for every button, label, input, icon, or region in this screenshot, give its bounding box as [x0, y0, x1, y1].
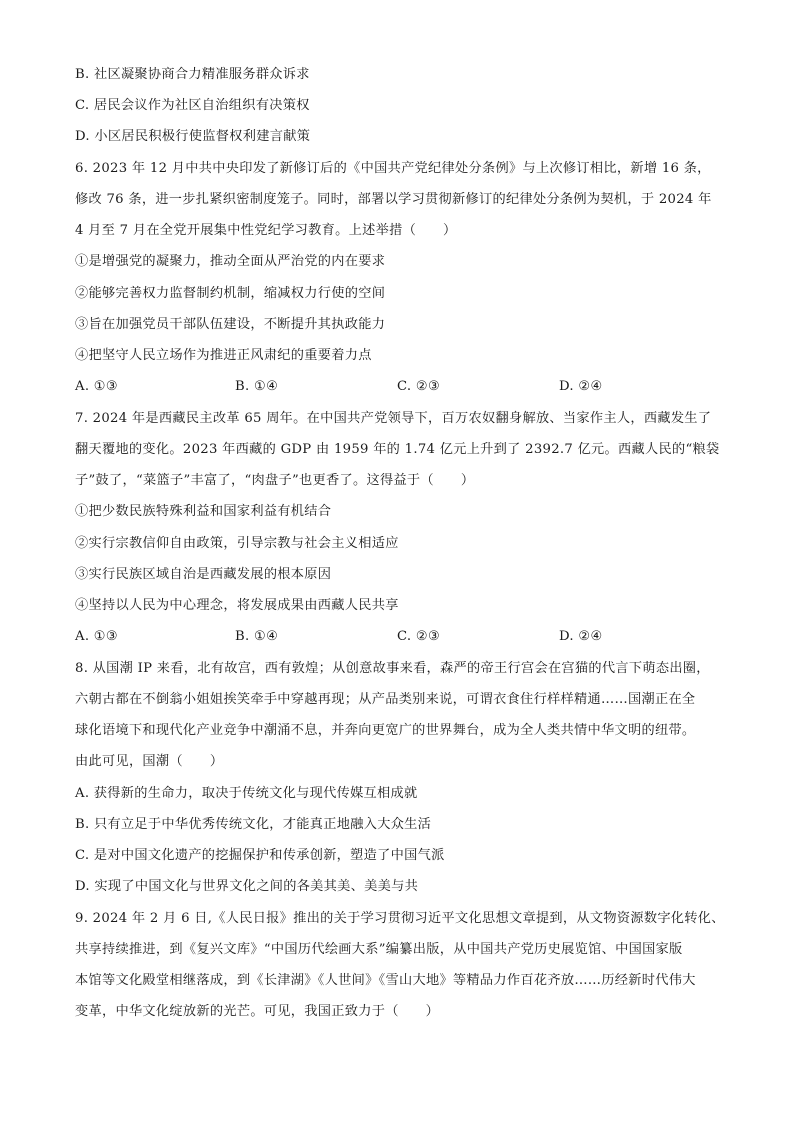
q6-stem-line-1: 6. 2023 年 12 月中共中央印发了新修订后的《中国共产党纪律处分条例》与上次修订相比，新增 16 条，: [75, 161, 711, 176]
q6-statement-4: ④把坚守人民立场作为推进正风肃纪的重要着力点: [75, 348, 372, 363]
q7-statement-1: ①把少数民族特殊利益和国家利益有机结合: [75, 504, 332, 519]
q7-stem-line-2: 翻天覆地的变化。2023 年西藏的 GDP 由 1959 年的 1.74 亿元上升到了 2392.7 亿元。西藏人民的“粮袋: [75, 442, 720, 457]
q6-choice-d: D. ②④: [559, 379, 603, 394]
q6-choice-a: A. ①③: [75, 379, 119, 394]
q9-stem-line-4: 变革，中华文化绽放新的光芒。可见，我国正致力于（ ）: [75, 1004, 440, 1019]
q7-stem-line-3: 子”鼓了，“菜篮子”丰富了，“肉盘子”也更香了。这得益于（ ）: [75, 473, 475, 488]
q9-stem-line-3: 本馆等文化殿堂相继落成，到《长津湖》《人世间》《雪山大地》等精品力作百花齐放……历经新时代伟大: [75, 973, 696, 988]
q7-statement-2: ②实行宗教信仰自由政策，引导宗教与社会主义相适应: [75, 536, 399, 551]
q7-statement-3: ③实行民族区域自治是西藏发展的根本原因: [75, 567, 332, 582]
q5-option-b: B. 社区凝聚协商合力精准服务群众诉求: [75, 67, 310, 82]
q6-stem-line-3: 4 月至 7 月在全党开展集中性党纪学习教育。上述举措（ ）: [75, 223, 457, 238]
q6-statement-3: ③旨在加强党员干部队伍建设，不断提升其执政能力: [75, 317, 386, 332]
q7-statement-4: ④坚持以人民为中心理念，将发展成果由西藏人民共享: [75, 598, 399, 613]
q6-statement-1: ①是增强党的凝聚力，推动全面从严治党的内在要求: [75, 254, 386, 269]
q6-stem-line-2: 修改 76 条，进一步扎紧织密制度笼子。同时，部署以学习贯彻新修订的纪律处分条例为契机，于 2024 年: [75, 192, 712, 207]
q8-stem-line-4: 由此可见，国潮（ ）: [75, 754, 224, 769]
q6-choices-row: [75, 377, 725, 397]
q5-option-c: C. 居民会议作为社区自治组织有决策权: [75, 98, 310, 113]
q7-choice-d: D. ②④: [559, 629, 603, 644]
q8-stem-line-3: 球化语境下和现代化产业竞争中潮涌不息，并奔向更宽广的世界舞台，成为全人类共情中华文明的纽带。: [75, 723, 696, 738]
q8-stem-line-1: 8. 从国潮 IP 来看，北有故宫，西有敦煌；从创意故事来看，森严的帝王行宫会在宫猫的代言下萌态出圈，: [75, 661, 710, 676]
q7-choice-c: C. ②③: [397, 629, 441, 644]
q9-stem-line-2: 共享持续推进，到《复兴文库》“中国历代绘画大系”编纂出版，从中国共产党历史展览馆、中国国家版: [75, 942, 683, 957]
q8-option-c: C. 是对中国文化遗产的挖掘保护和传承创新，塑造了中国气派: [75, 848, 445, 863]
q5-option-d: D. 小区居民积极行使监督权利建言献策: [75, 129, 311, 144]
q8-option-a: A. 获得新的生命力，取决于传统文化与现代传媒互相成就: [75, 786, 418, 801]
q8-option-d: D. 实现了中国文化与世界文化之间的各美其美、美美与共: [75, 879, 419, 894]
q6-choice-c: C. ②③: [397, 379, 441, 394]
q7-stem-line-1: 7. 2024 年是西藏民主改革 65 周年。在中国共产党领导下，百万农奴翻身解放、当家作主人，西藏发生了: [75, 411, 712, 426]
q8-option-b: B. 只有立足于中华优秀传统文化，才能真正地融入大众生活: [75, 817, 432, 832]
q7-choice-b: B. ①④: [235, 629, 279, 644]
q7-choice-a: A. ①③: [75, 629, 119, 644]
q8-stem-line-2: 六朝古都在不倒翁小姐姐挨笑牵手中穿越再现；从产品类别来说，可谓衣食住行样样精通……国潮正在全: [75, 692, 696, 707]
q6-choice-b: B. ①④: [235, 379, 279, 394]
q6-statement-2: ②能够完善权力监督制约机制，缩减权力行使的空间: [75, 286, 386, 301]
q7-choices-row: [75, 627, 725, 647]
q9-stem-line-1: 9. 2024 年 2 月 6 日,《人民日报》推出的关于学习贯彻习近平文化思想文章提到，从文物资源数字化转化、: [75, 911, 725, 926]
